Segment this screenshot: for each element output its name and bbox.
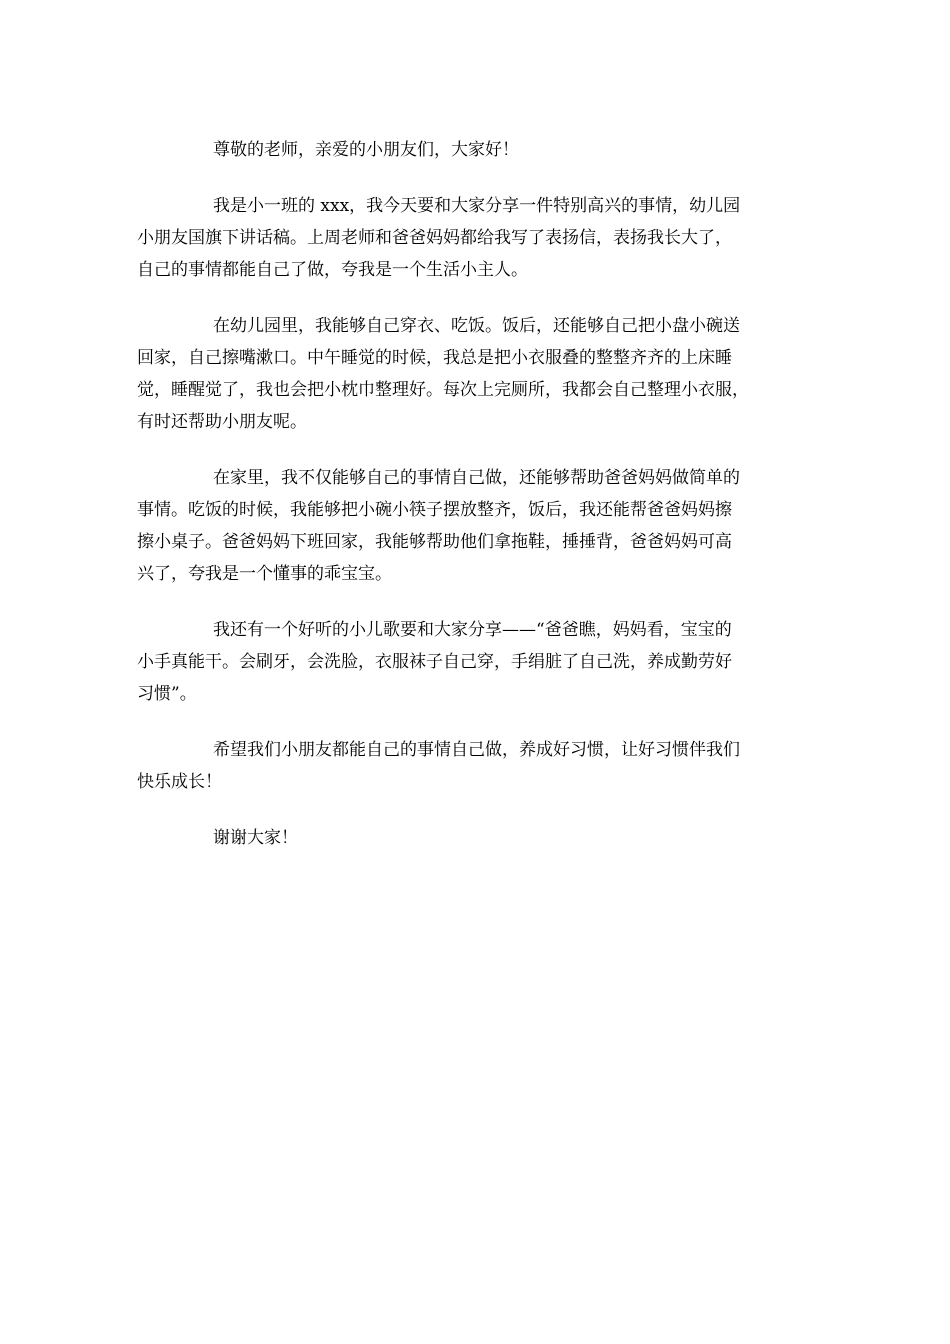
paragraph-line: 兴了，夸我是一个懂事的乖宝宝。 (137, 564, 392, 584)
document-body (137, 134, 817, 878)
paragraph-1 (137, 190, 817, 286)
paragraph-line: 在家里，我不仅能够自己的事情自己做，还能够帮助爸爸妈妈做简单的 (213, 468, 740, 488)
paragraph-2 (137, 310, 817, 438)
closing-line: 谢谢大家！ (213, 828, 298, 848)
paragraph-line: 觉，睡醒觉了，我也会把小枕巾整理好。每次上完厕所，我都会自己整理小衣服， (137, 380, 749, 400)
paragraph-line: 希望我们小朋友都能自己的事情自己做，养成好习惯，让好习惯伴我们 (213, 740, 740, 760)
paragraph-line: 我还有一个好听的小儿歌要和大家分享——“爸爸瞧，妈妈看，宝宝的 (213, 620, 732, 640)
paragraph-line: 快乐成长！ (137, 772, 222, 792)
paragraph-line: 小手真能干。会刷牙，会洗脸，衣服袜子自己穿，手绢脏了自己洗，养成勤劳好 (137, 652, 732, 672)
paragraph-line: 擦小桌子。爸爸妈妈下班回家，我能够帮助他们拿拖鞋，捶捶背，爸爸妈妈可高 (137, 532, 732, 552)
paragraph-line: 自己的事情都能自己了做，夸我是一个生活小主人。 (137, 260, 528, 280)
paragraph-3 (137, 462, 817, 590)
paragraph-line: 有时还帮助小朋友呢。 (137, 412, 307, 432)
paragraph-line: 回家，自己擦嘴漱口。中午睡觉的时候，我总是把小衣服叠的整整齐齐的上床睡 (137, 348, 732, 368)
greeting-line: 尊敬的老师，亲爱的小朋友们，大家好！ (213, 140, 519, 160)
paragraph-line: 我是小一班的 xxx，我今天要和大家分享一件特别高兴的事情，幼儿园 (213, 196, 741, 216)
greeting-paragraph (137, 134, 817, 166)
paragraph-line: 小朋友国旗下讲话稿。上周老师和爸爸妈妈都给我写了表扬信，表扬我长大了， (137, 228, 732, 248)
paragraph-4 (137, 614, 817, 710)
closing-paragraph (137, 822, 817, 854)
paragraph-5 (137, 734, 817, 798)
paragraph-line: 习惯”。 (137, 684, 197, 704)
paragraph-line: 在幼儿园里，我能够自己穿衣、吃饭。饭后，还能够自己把小盘小碗送 (213, 316, 740, 336)
paragraph-line: 事情。吃饭的时候，我能够把小碗小筷子摆放整齐，饭后，我还能帮爸爸妈妈擦 (137, 500, 732, 520)
